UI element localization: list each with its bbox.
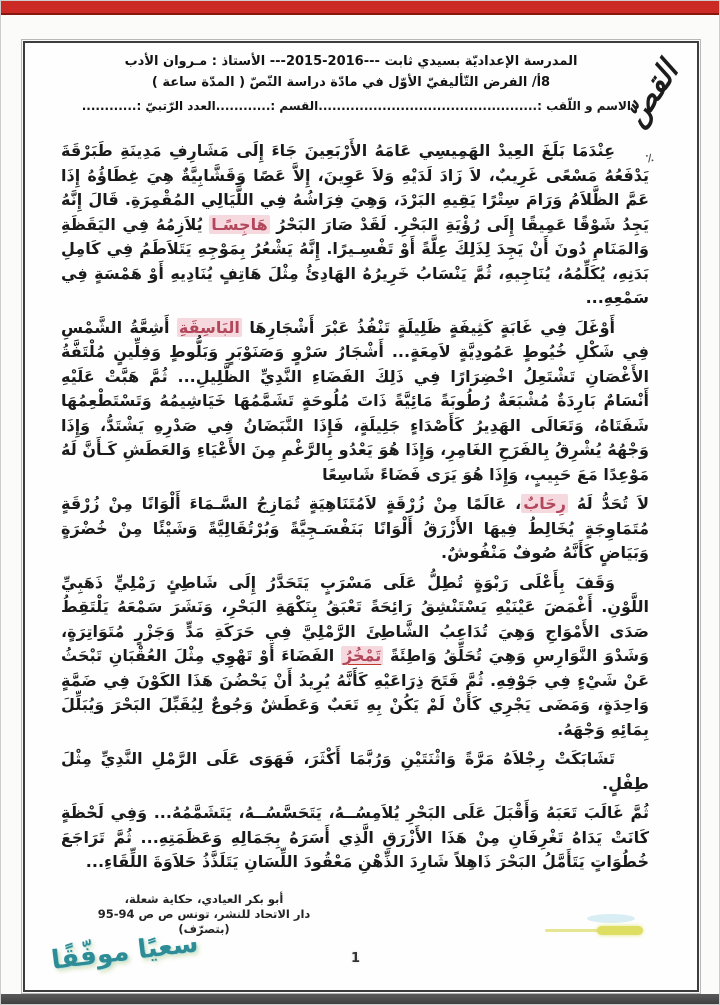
paragraph [61, 747, 649, 796]
student-info-line: الاسم و اللّقب :................................................القسم :............العدد الرّتبيّ :............ [81, 99, 631, 113]
highlighter-stroke-thin [545, 929, 605, 932]
paragraph [61, 139, 649, 311]
text-segment: الفَضَاءَ أَوْ تَهْوِي مِثْلَ العُقْبَانِ تَبْحَثُ عَنْ شَيْءٍ فِي جَوْفِهِ. ثُمَّ فَتَحَ ذِرَاعَيْهِ كَأَنَّهُ يُرِيدُ أَنْ يَحْضُنَ هَذَا الكَوْنَ فِي ضَمَّةٍ وَاحِدَةٍ، وَمَضَى يَجْرِي كَأَنْ لَمْ يَكُنْ بِهِ تَعَبٌ وَعَطَشٌ وَجُوعٌ لِيُقَبِّلَ البَحْرَ وَيُبَلِّلَ بِمَائِهِ وَجْهَهُ. [61, 646, 649, 739]
source-attribution [79, 892, 329, 937]
highlighter-stroke-thick [597, 926, 643, 935]
paragraph [61, 801, 649, 875]
good-luck-calligraphy: سعيًا موفّقًا [49, 928, 200, 976]
corner-calligraphy: القصّ [617, 55, 686, 133]
scan-smudge [587, 914, 635, 923]
text-segment: أَشِعَّةُ الشَّمْسِ فِي شَكْلِ خُيُوطٍ عَمُودِيَّةٍ لاَمِعَةٍ... أَشْجَارُ سَرْوٍ وَصَنَوْبَرٍ وَبَلُّوطٍ وَفِلِّينٍ مُلْتَفَّةُ الأَغْصَانِ تَشْتَعِلُ اخْضِرَارًا فِي ذَلِكَ الفَضَاءِ النَّدِيِّ الظَّلِيلِ... ثُمَّ هَبَّتْ عَلَيْهِ أَنْسَامٌ بَارِدَةٌ مُشْبَعَةٌ رُطُوبَةً مَائِيَّةً ذَاتَ مُلُوحَةٍ تَشَمَّمُهَا خَيَاشِيمُهُ وَتَسْتَطْعِمُهَا شَفَتَاهُ، وَتَعَالَى الهَدِيرُ كَأَصْدَاءٍ جَلِيلَةٍ، فَإِذَا النَّبَضَانُ فِي صَدْرِهِ يَشْتَدُّ، وَإِذَا وَجْهُهُ يُشْرِقُ بِالفَرَحِ الغَامِرِ، وَإِذَا هُوَ يَعْدُو بِالرَّغْمِ مِنَ الأَعْيَاءِ وَالعَطَشِ كَـأَنَّ لَهُ مَوْعِدًا مَعَ حَبِيبٍ، وَإِذَا هُوَ يَرَى فَضَاءً شَاسِعًا [61, 317, 649, 484]
highlighted-word: رِحَابٌ [523, 494, 567, 513]
exam-title-line: 8أ/ الفرض التّأليفيّ الأوّل في مادّة دراسة النّصّ ( المدّة ساعة ) [151, 75, 551, 90]
text-segment: أَوْغَلَ فِي غَابَةٍ كَثِيفَةٍ ظَلِيلَةٍ تَنْفُذُ عَبْرَ أَشْجَارِهَا [241, 317, 615, 337]
text-segment: يُلاَزِمُهُ فِي اليَقَظَةِ وَالمَنَامِ دُونَ أَنْ يَجِدَ لِذَلِكَ عِلَّةً أَوْ تَفْسِـيرًا. إِنَّهُ يَشْعُرُ بِمَوْجِهِ يَتَلاَطَمُ فِي كَامِلِ بَدَنِهِ، يُكَلِّمُهُ، يُنَاجِيهِ، ثُمَّ يَنْسَابُ خَرِيرُهُ الهَادِئُ مِثْلَ هَاتِفٍ يُنَادِيهِ أَوْ هَمْسَةٍ فِي سَمْعِهِ... [61, 214, 649, 307]
highlighter-stroke [545, 923, 643, 937]
body-text [61, 139, 649, 880]
text-segment: عِنْدَمَا بَلَغَ العِيدْ الهَمِيسِي عَامَهُ الأَرْبَعِينَ جَاءَ إِلَى مَشَارِفِ مَدِينَةِ طَبَرْقَةَ يَدْفَعُهُ مَسْعًى غَرِيبٌ، لاَ زَادَ لَدَيْهِ وَلاَ عَوِينَ، إِلاَّ عَصًا وَقَشَّابِيَّةٌ هِيَ غِطَاؤُهُ إِذَا عَمَّ الظَّلاَمُ وَرَامَ سِتْرًا يَقِيهِ البَرْدَ، وَهِيَ فِرَاشُهُ فِي اللَّيَالِي المُقْمِرَةِ. قَالَ إِنَّهُ يَجِدُ شَوْقًا عَمِيقًا إِلَى رُؤْيَةِ البَحْرِ. لَقَدْ صَارَ البَحْرُ [61, 141, 649, 234]
paragraph [61, 492, 649, 566]
bottom-scan-edge [1, 994, 720, 1005]
text-segment: تَشَابَكَتْ رِجْلاَهُ مَرَّةً وَاثْنَتَيْنِ وَرُبَّمَا أَكْثَرَ، فَهَوَى عَلَى الرَّمْلِ النَّدِيِّ مِثْلَ طِفْلٍ. [61, 749, 649, 793]
school-year-teacher-line: المدرسة الإعداديّة بسيدي ثابت ---2016-2015--- الأستاذ : مـروان الأدب [124, 54, 578, 69]
exam-header [71, 51, 631, 117]
author-work-line: أبو بكر العيادي، حكاية شعلة، [124, 892, 284, 906]
adapted-note: (بتصرّف) [178, 922, 230, 936]
highlighted-word: هَاجِسًـا [211, 214, 268, 234]
page-number: 1 [351, 951, 361, 966]
text-segment: ، عَالَمًا مِنْ زُرْقَةٍ لاَمُتَنَاهِيَةٍ تُمَازِجُ السَّـمَاءَ أَلْوَانًا مِنْ زُرْقَةٍ مُتَمَاوِجَةٍ يُخَالِطُ فِيهَا الأَزْرَقُ أَلْوَانًا بَنَفْسَـجِيَّةً وَبُرْتُقَالِيَّةً وَشَيْئًا مِنْ خُضْرَةٍ وَبَيَاضٍ كَأَنَّهُ صُوفٌ مَنْفُوشٌ. [61, 494, 649, 562]
highlighted-word: تَمْخُرُ [343, 646, 382, 665]
top-red-scan-edge [1, 1, 720, 15]
paragraph [61, 571, 649, 743]
text-segment: وَقَفَ بِأَعْلَى رَبْوَةٍ تُطِلُّ عَلَى مَسْرَبٍ يَتَحَدَّرُ إِلَى شَاطِئٍ رَمْلِيٍّ ذَهَبِيِّ اللَّوْنِ. أَغْمَضَ عَيْنَيْهِ يَسْتَنْشِقُ رَائِحَةً تَعْبَقُ بِنَكْهَةِ البَحْرِ، وَنَشَرَ سَمْعَهُ يَلْتَقِطُ صَدَى الأَمْوَاجِ وَهِيَ تُدَاعِبُ الشَّاطِئَ الرَّمْلِيَّ فِي حَرَكَةِ مَدٍّ وَجَزْرٍ مُتَوَاتِرَةٍ، وَشَدْوَ النَّوَارِسِ وَهِيَ تُحَلِّقُ وَاطِئَةً [61, 572, 650, 665]
text-segment: ثُمَّ غَالَبَ تَعَبَهُ وَأَقْبَلَ عَلَى البَحْرِ يُلاَمِسُــهُ، يَتَحَسَّسُــهُ، يَتَشَمَّمُهُ... وَفِي لَحْظَةٍ كَانَتْ يَدَاهُ تَغْرِفَانِ مِنْ هَذَا الأَزْرَقِ الَّذِي أَسَرَهُ بِجَمَالِهِ وَعَظَمَتِهِ... ثُمَّ تَرَاجَعَ خُطُوَاتٍ يَتَأَمَّلُ البَحْرَ ذَاهِلاً شَارِدَ الذِّهْنِ مَعْقُودَ اللِّسَانِ يَتَلَذَّذُ حَلاَوَةَ اللِّقَاءِ... [61, 803, 649, 871]
paragraph [61, 316, 649, 488]
highlighted-word: البَاسِقَةِ [178, 317, 240, 337]
publisher-line: دار الاتحاد للنشر، تونس ص ص 94-95 [97, 907, 311, 921]
calligraphy-flourish: ٪ [644, 150, 656, 166]
text-segment: لاَ تُحَدُّ لَهُ [568, 494, 649, 513]
